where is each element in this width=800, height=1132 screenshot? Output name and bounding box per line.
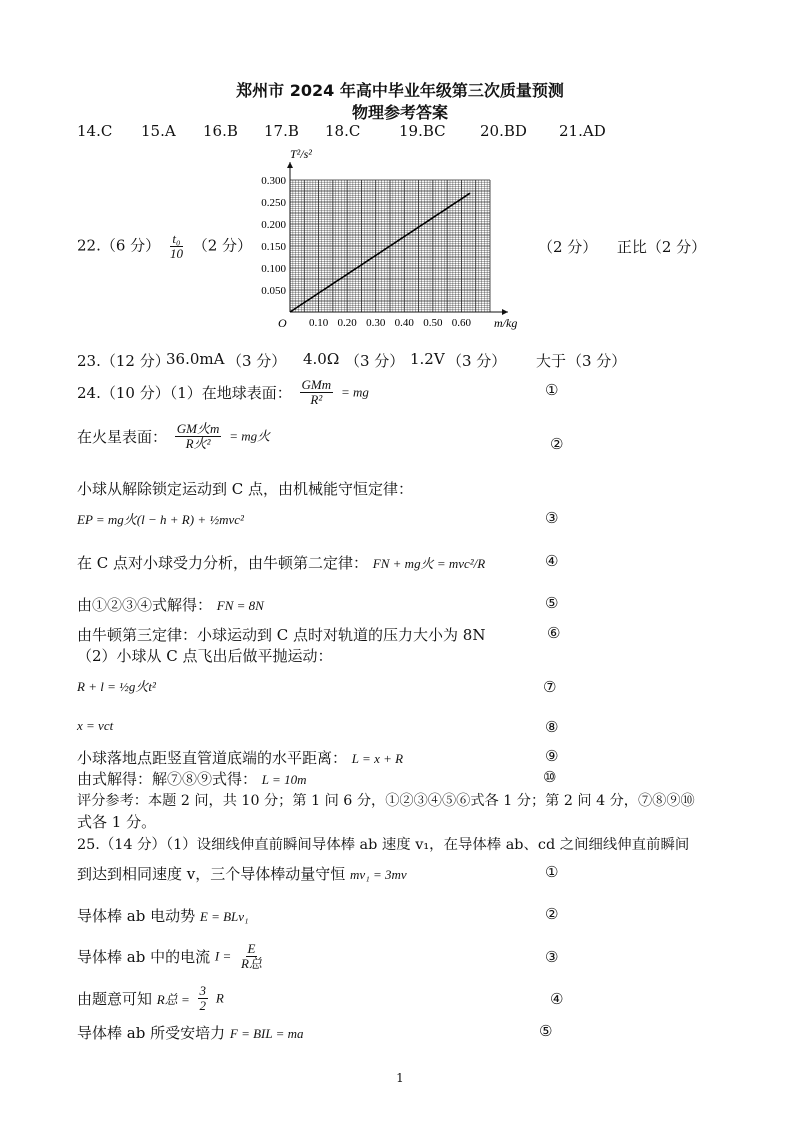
- q24-mark-9: ⑨: [545, 747, 559, 765]
- q23-score-2: （3 分）: [345, 352, 405, 370]
- q24-mark-4: ④: [545, 552, 559, 570]
- choice-15: 15.A: [141, 122, 176, 140]
- q22-frac-top: t₀: [172, 231, 181, 246]
- q23-score-4: （3 分）: [567, 352, 627, 370]
- q25-line-1: 25.（14 分）（1）设细线伸直前瞬间导体棒 ab 速度 v₁，在导体棒 ab、cd 之间细线伸直前瞬间: [77, 837, 690, 853]
- q24-scoring-2: 式各 1 分。: [77, 813, 157, 831]
- q24-mark-8: ⑧: [545, 718, 559, 736]
- choice-19: 19.BC: [399, 122, 446, 140]
- origin-label: O: [278, 316, 287, 330]
- q25-l5-text: 由题意可知: [77, 990, 153, 1008]
- y-axis-arrow: [287, 162, 293, 168]
- q24-line-5: [77, 552, 485, 573]
- q25-l6-math: F = BIL = ma: [229, 1026, 304, 1041]
- q22-right: [538, 236, 706, 257]
- q24-l1-text: 24.（10 分）（1）在地球表面：: [77, 384, 292, 402]
- q23-answer-3: 1.2V: [410, 350, 445, 368]
- choice-16: 16.B: [203, 122, 238, 140]
- q25-l5-den: 2: [199, 998, 207, 1013]
- q24-line-8: （2）小球从 C 点飞出后做平抛运动：: [77, 647, 333, 665]
- q25-l5-num: 3: [199, 983, 207, 998]
- q24-mark-6: ⑥: [547, 624, 561, 642]
- q24-l2-frac: [175, 422, 222, 451]
- q24-mark-3: ③: [545, 509, 559, 527]
- q24-l1-num: GMm: [301, 377, 332, 392]
- q25-l3-math: E = BLv₁: [199, 909, 249, 924]
- page-title: 郑州市 2024 年高中毕业年级第三次质量预测: [236, 81, 564, 100]
- choice-21: 21.AD: [559, 122, 606, 140]
- q24-l5-math: FN + mg火 = mvc²/R: [372, 556, 486, 571]
- q24-l1-rhs: = mg: [340, 384, 369, 400]
- x-tick-label: 0.10: [308, 317, 329, 329]
- q23-line: [77, 350, 737, 372]
- q22-tail: 正比（2 分）: [616, 238, 707, 256]
- q24-l11-text: 小球落地点距竖直管道底端的水平距离：: [77, 749, 348, 767]
- y-tick-label: 0.250: [261, 197, 286, 209]
- q25-mark-1: ①: [545, 863, 559, 881]
- q24-scoring-1: 评分参考：本题 2 问，共 10 分；第 1 问 6 分，①②③④⑤⑥式各 1 分；第 2 问 4 分，⑦⑧⑨⑩: [77, 793, 695, 809]
- q25-l2-text: 到达到相同速度 v，三个导体棒动量守恒: [77, 865, 346, 883]
- q24-line-3: 小球从解除锁定运动到 C 点，由机械能守恒定律：: [77, 480, 414, 498]
- choice-18: 18.C: [325, 122, 361, 140]
- y-tick-label: 0.050: [261, 285, 286, 297]
- q22-frac-bottom: 10: [169, 246, 183, 261]
- q25-mark-5: ⑤: [539, 1022, 553, 1040]
- q22-score2: （2 分）: [538, 238, 598, 256]
- q25-line-4: [77, 942, 267, 971]
- q25-line-3: [77, 905, 249, 926]
- q25-line-6: [77, 1022, 304, 1043]
- choice-14: 14.C: [77, 122, 113, 140]
- q25-l3-text: 导体棒 ab 电动势: [77, 907, 196, 925]
- q23-answer-4: 大于: [536, 352, 567, 370]
- q25-mark-4: ④: [550, 990, 564, 1008]
- q24-l1-den: R²: [310, 392, 323, 407]
- choice-17: 17.B: [264, 122, 299, 140]
- q25-line-2: [77, 863, 407, 884]
- x-tick-label: 0.20: [337, 317, 357, 329]
- q24-l11-math: L = x + R: [351, 751, 404, 766]
- q25-l4-frac: [239, 942, 264, 971]
- q24-equation-4: EP = mg火(l − h + R) + ½mvc²: [77, 512, 244, 527]
- q22-prefix: 22.（6 分）: [77, 236, 161, 255]
- q24-l12-math: L = 10m: [261, 772, 307, 787]
- q24-line-12: [77, 768, 306, 789]
- choice-20: 20.BD: [480, 122, 527, 140]
- y-tick-label: 0.100: [261, 263, 286, 275]
- x-tick-label: 0.60: [451, 317, 472, 329]
- q24-l2-den: R火²: [185, 436, 211, 451]
- q25-line-5: [77, 984, 224, 1013]
- q24-l6-math: FN = 8N: [216, 598, 264, 613]
- q23-prefix: 23.（12 分）: [77, 352, 170, 370]
- q23-score-1: （3 分）: [227, 352, 287, 370]
- q24-l2-rhs: = mg火: [229, 428, 271, 444]
- page-number: 1: [396, 1071, 404, 1085]
- x-axis-arrow: [502, 309, 508, 315]
- t2-vs-m-chart: [240, 148, 540, 338]
- x-tick-label: 0.40: [394, 317, 414, 329]
- q24-mark-5: ⑤: [545, 594, 559, 612]
- x-tick-label: 0.30: [366, 317, 386, 329]
- y-tick-label: 0.150: [261, 241, 286, 253]
- q25-l5-rhs: R: [215, 990, 224, 1006]
- q22-line: [77, 232, 252, 261]
- q25-l4-den: R总: [241, 956, 262, 971]
- y-tick-label: 0.200: [261, 219, 286, 231]
- q25-l2-math: mv₁ = 3mv: [350, 867, 407, 882]
- q22-fraction: [168, 232, 185, 261]
- q24-l12-text: 由式解得：解⑦⑧⑨式得：: [77, 770, 258, 788]
- q25-l5-frac: [198, 984, 209, 1013]
- q25-l4-num: E: [247, 941, 256, 956]
- y-axis-label: T²/s²: [290, 148, 312, 161]
- q24-mark-2: ②: [550, 435, 564, 453]
- page-subtitle: 物理参考答案: [351, 103, 448, 122]
- q24-l6-text: 由①②③④式解得：: [77, 596, 213, 614]
- q25-mark-3: ③: [545, 948, 559, 966]
- q24-line-11: [77, 747, 403, 768]
- q24-mark-1: ①: [545, 381, 559, 399]
- q24-line-6: [77, 594, 264, 615]
- q22-score1: （2 分）: [192, 236, 253, 255]
- x-tick-label: 0.50: [423, 317, 443, 329]
- q25-mark-2: ②: [545, 905, 559, 923]
- x-axis-label: m/kg: [494, 316, 518, 330]
- q24-equation-10: x = vct: [77, 718, 114, 733]
- q23-answer-1: 36.0mA: [166, 350, 225, 368]
- q25-l6-text: 导体棒 ab 所受安培力: [77, 1024, 226, 1042]
- q24-line-1: [77, 378, 369, 407]
- q24-mark-7: ⑦: [543, 678, 557, 696]
- y-tick-label: 0.300: [261, 175, 286, 187]
- q24-l5-text: 在 C 点对小球受力分析，由牛顿第二定律：: [77, 554, 369, 572]
- q24-l1-frac: [300, 378, 334, 407]
- q24-line-7: 由牛顿第三定律：小球运动到 C 点时对轨道的压力大小为 8N: [77, 626, 486, 644]
- q25-l4-lhs: I =: [214, 948, 232, 964]
- choice-answers: [77, 122, 737, 144]
- q23-score-3: （3 分）: [447, 352, 507, 370]
- q24-mark-10: ⑩: [543, 768, 557, 786]
- q25-l5-lhs: R总 =: [156, 992, 190, 1007]
- q24-l2-num: GM火m: [176, 421, 220, 436]
- q24-l2-text: 在火星表面：: [77, 428, 168, 446]
- q25-l4-text: 导体棒 ab 中的电流: [77, 948, 211, 966]
- q24-equation-9: R + l = ½g火t²: [77, 679, 156, 694]
- q24-line-2: [77, 422, 270, 451]
- q23-answer-2: 4.0Ω: [303, 350, 340, 368]
